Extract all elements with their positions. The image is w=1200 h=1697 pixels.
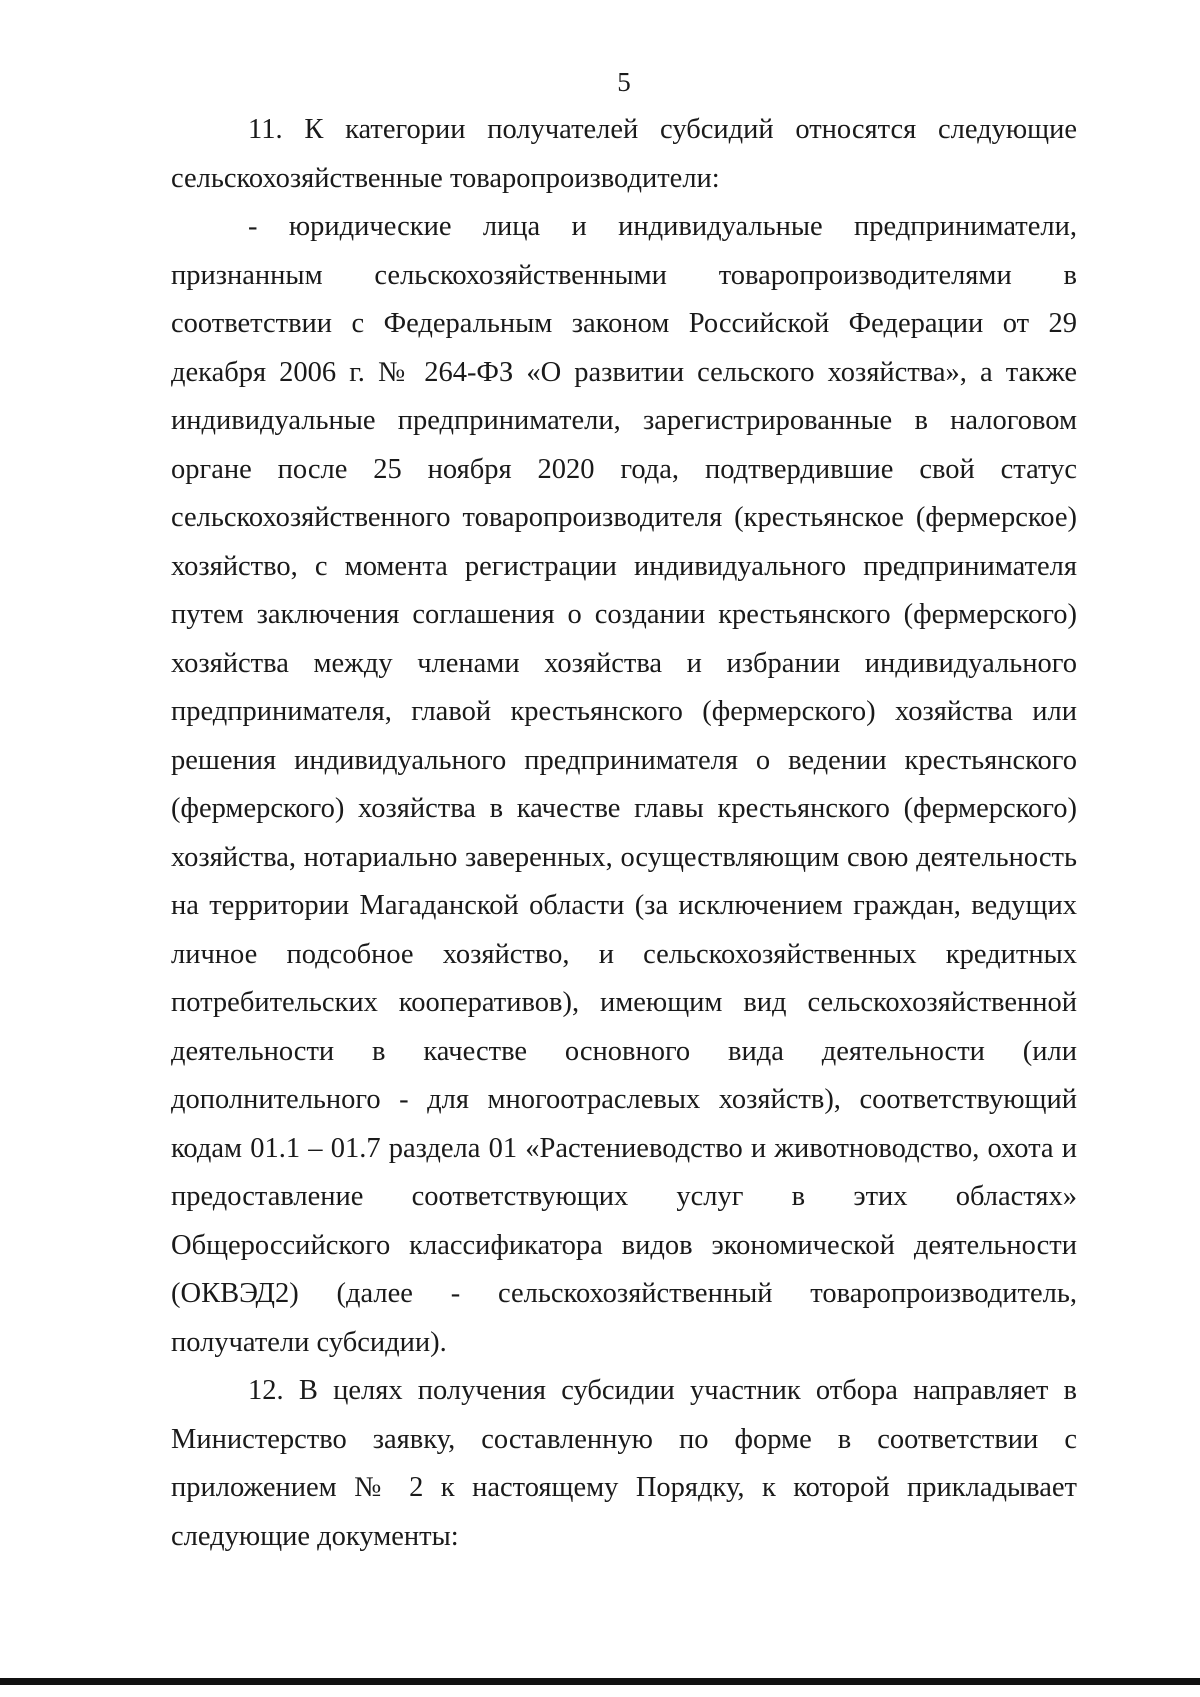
bottom-border-line bbox=[0, 1678, 1200, 1685]
paragraph-11-list-item: - юридические лица и индивидуальные предприниматели, признанным сельскохозяйственными товаропроизводителями в соответствии с Федеральным законом Российской Федерации от 29 декабря 2006 г. № 264-ФЗ «О развитии сельского хозяйства», а также индивидуальные предприниматели, зарегистрированные в налоговом органе после 25 ноября 2020 года, подтвердившие свой статус сельскохозяйственного товаропроизводителя (крестьянское (фермерское) хозяйство, с момента регистрации индивидуального предпринимателя путем заключения соглашения о создании крестьянского (фермерского) хозяйства между членами хозяйства и избрании индивидуального предпринимателя, главой крестьянского (фермерского) хозяйства или решения индивидуального предпринимателя о ведении крестьянского (фермерского) хозяйства в качестве главы крестьянского (фермерского) хозяйства, нотариально заверенных, осуществляющим свою деятельность на территории Магаданской области (за исключением граждан, ведущих личное подсобное хозяйство, и сельскохозяйственных кредитных потребительских кооперативов), имеющим вид сельскохозяйственной деятельности в качестве основного вида деятельности (или дополнительного - для многоотраслевых хозяйств), соответствующий кодам 01.1 – 01.7 раздела 01 «Растениеводство и животноводство, охота и предоставление соответствующих услуг в этих областях» Общероссийского классификатора видов экономической деятельности (ОКВЭД2) (далее - сельскохозяйственный товаропроизводитель, получатели субсидии). bbox=[171, 211, 1077, 1358]
document-body bbox=[171, 106, 1077, 1561]
paragraph-11: 11. К категории получателей субсидий относятся следующие сельскохозяйственные товаропроизводители: bbox=[171, 114, 1077, 194]
paragraph-12: 12. В целях получения субсидии участник отбора направляет в Министерство заявку, составленную по форме в соответствии с приложением № 2 к настоящему Порядку, к которой прикладывает следующие документы: bbox=[171, 1375, 1077, 1552]
page-number: 5 bbox=[617, 67, 631, 97]
